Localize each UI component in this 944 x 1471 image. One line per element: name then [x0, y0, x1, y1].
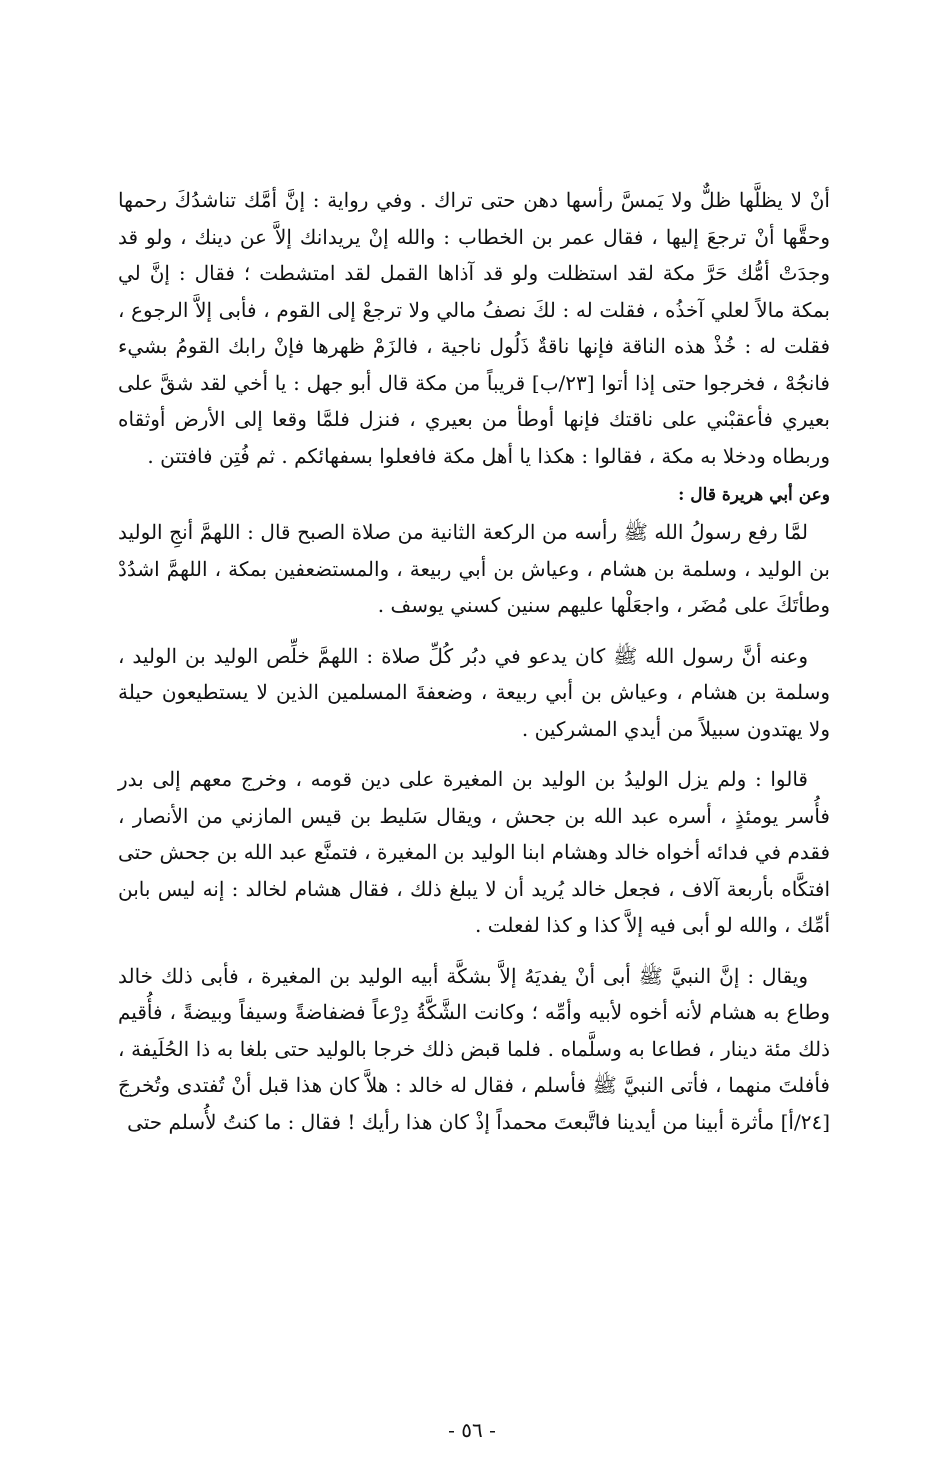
paragraph-2: لمَّا رفع رسولُ الله ﷺ رأسه من الركعة الثانية من صلاة الصبح قال : اللهمَّ أنجِ الوليد بن الوليد ، وسلمة بن هشام ، وعياش بن أبي ربيعة ، والمستضعفين بمكة ، اللهمَّ اشدُدْ وطأتَكَ على مُضَر ، واجعَلْها عليهم سنين كسني يوسف .	[118, 520, 830, 617]
paragraph-1: أنْ لا يظلَّها ظلٌّ ولا يَمسَّ رأسها دهن حتى تراك . وفي رواية : إنَّ أمَّك تناشدُكَ رحمها وحقَّها أنْ ترجعَ إليها ، فقال عمر بن الخطاب : والله إنْ يريدانك إلاَّ عن دينك ، ولو قد وجدَتْ أمُّك حَرَّ مكة لقد استظلت ولو قد آذاها القمل لقد امتشطت ؛ فقال : إنَّ لي بمكة مالاً لعلي آخذُه ، فقلت له : لكَ نصفُ مالي ولا ترجعْ إلى القوم ، فأبى إلاَّ الرجوع ، فقلت له : خُذْ هذه الناقة فإنها ناقةٌ ذَلُول ناجية ، فالزَمْ ظهرها فإنْ رابك القومُ بشيء فانجُهْ ، فخرجوا حتى إذا أتوا [٢٣/ب] قريباً من مكة قال أبو جهل : يا أخي لقد شقَّ على بعيري فأعقبْني على ناقتك فإنها أوطأ من بعيري ، فنزل فلمَّا وقعا إلى الأرض أوثقاه وربطاه ودخلا به مكة ، فقالوا : هكذا يا أهل مكة فافعلوا بسفهائكم . ثم فُتِن فافتتن .	[118, 188, 830, 468]
paragraph-4: قالوا : ولم يزل الوليدُ بن الوليد بن المغيرة على دين قومه ، وخرج معهم إلى بدر فأُسر يومئذٍ ، أسره عبد الله بن جحش ، ويقال سَليط بن قيس المازني من الأنصار ، فقدم في فدائه أخواه خالد وهشام ابنا الوليد بن المغيرة ، فتمنَّع عبد الله بن جحش حتى افتكَّاه بأربعة آلاف ، فجعل خالد يُريد أن لا يبلغ ذلك ، فقال هشام لخالد : إنه ليس بابن أمِّك ، والله لو أبى فيه إلاَّ كذا و كذا لفعلت .	[118, 767, 830, 937]
page-body	[118, 182, 830, 1140]
page-number: - ٥٦ -	[448, 1418, 496, 1442]
paragraph-5: ويقال : إنَّ النبيَّ ﷺ أبى أنْ يفديَهُ إلاَّ بشكَّة أبيه الوليد بن المغيرة ، فأبى ذلك خالد وطاع به هشام لأنه أخوه لأبيه وأمِّه ؛ وكانت الشَّكَّةُ دِرْعاً فضفاضةً وسيفاً وبيضةً ، فأُقيم ذلك مئة دينار ، فطاعا به وسلَّماه . فلما قبض ذلك خرجا بالوليد حتى بلغا به ذا الحُلَيفة ، فأفلتَ منهما ، فأتى النبيَّ ﷺ فأسلم ، فقال له خالد : هلاَّ كان هذا قبل أنْ تُفتدى وتُخرجَ [٢٤/أ] مأثرة أبينا من أيدينا فاتَّبعتَ محمداً إذْ كان هذا رأيك ! فقال : ما كنتُ لأُسلم حتى	[118, 963, 830, 1134]
paragraph-3: وعنه أنَّ رسول الله ﷺ كان يدعو في دبُر كُلِّ صلاة : اللهمَّ خلِّص الوليد بن الوليد ، وسلمة بن هشام ، وعياش بن أبي ربيعة ، وضعفةَ المسلمين الذين لا يستطيعون حيلة ولا يهتدون سبيلاً من أيدي المشركين .	[118, 643, 830, 741]
section-heading: وعن أبي هريرة قال :	[678, 485, 830, 505]
